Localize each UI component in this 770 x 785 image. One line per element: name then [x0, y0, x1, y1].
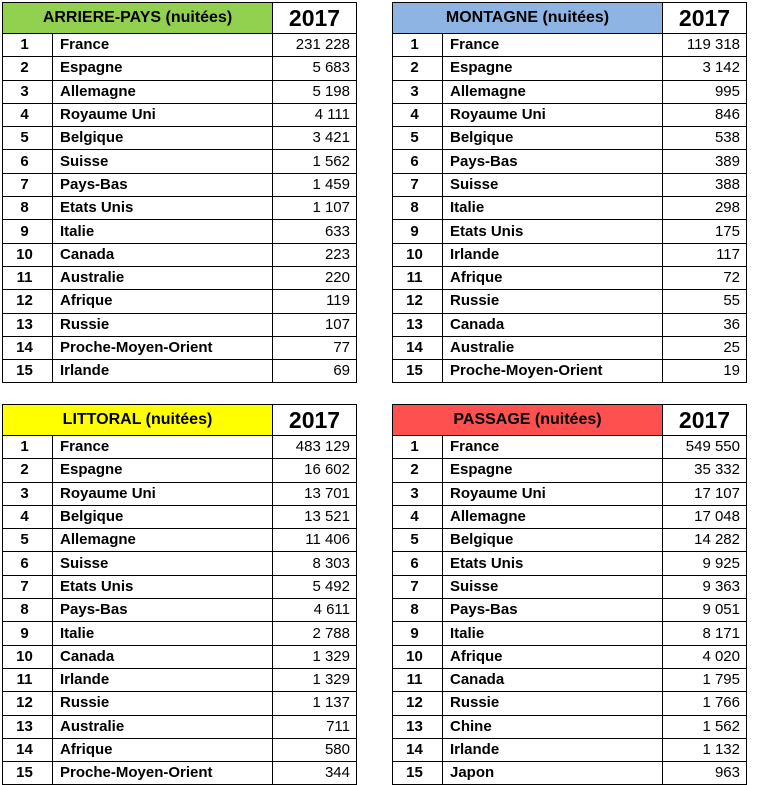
table-row: [393, 645, 747, 668]
value-cell: 9 051: [663, 599, 747, 622]
rank-cell: 9: [393, 622, 443, 645]
rank-cell: 11: [3, 266, 53, 289]
country-cell: Suisse: [443, 173, 663, 196]
value-cell: 298: [663, 197, 747, 220]
country-cell: Suisse: [53, 552, 273, 575]
country-cell: Belgique: [443, 529, 663, 552]
rank-cell: 8: [393, 599, 443, 622]
country-cell: Irlande: [443, 738, 663, 761]
table-row: [393, 266, 747, 289]
rank-cell: 7: [3, 173, 53, 196]
value-cell: 1 329: [273, 645, 357, 668]
value-cell: 995: [663, 80, 747, 103]
value-cell: 14 282: [663, 529, 747, 552]
table-row: [3, 599, 357, 622]
table-row: [3, 552, 357, 575]
value-cell: 16 602: [273, 459, 357, 482]
table-row: [3, 34, 357, 57]
table-body: [393, 405, 747, 785]
country-cell: France: [443, 436, 663, 459]
rank-cell: 10: [393, 645, 443, 668]
country-cell: Russie: [443, 290, 663, 313]
rank-cell: 5: [393, 127, 443, 150]
rank-cell: 13: [3, 313, 53, 336]
year-header: 2017: [273, 405, 357, 436]
table-row: [3, 360, 357, 383]
table-row: [3, 313, 357, 336]
table-row: [393, 336, 747, 359]
value-cell: 633: [273, 220, 357, 243]
country-cell: Royaume Uni: [443, 103, 663, 126]
value-cell: 17 048: [663, 505, 747, 528]
rank-cell: 10: [393, 243, 443, 266]
value-cell: 223: [273, 243, 357, 266]
table-row: [393, 243, 747, 266]
value-cell: 1 562: [663, 715, 747, 738]
table-row: [393, 459, 747, 482]
rank-cell: 6: [393, 552, 443, 575]
table-row: [393, 738, 747, 761]
table-row: [393, 575, 747, 598]
country-cell: Royaume Uni: [53, 103, 273, 126]
rank-cell: 7: [393, 173, 443, 196]
value-cell: 344: [273, 762, 357, 785]
table-row: [393, 436, 747, 459]
table-row: [393, 529, 747, 552]
table-row: [3, 197, 357, 220]
country-cell: Proche-Moyen-Orient: [53, 336, 273, 359]
country-cell: Afrique: [53, 738, 273, 761]
table-row: [3, 173, 357, 196]
table-row: [3, 243, 357, 266]
rank-cell: 8: [3, 599, 53, 622]
country-cell: Allemagne: [53, 80, 273, 103]
table-row: [3, 103, 357, 126]
country-cell: Royaume Uni: [53, 482, 273, 505]
country-cell: Allemagne: [443, 505, 663, 528]
table-row: [3, 436, 357, 459]
value-cell: 117: [663, 243, 747, 266]
value-cell: 4 020: [663, 645, 747, 668]
rank-cell: 14: [3, 738, 53, 761]
table-body: [393, 3, 747, 383]
value-cell: 388: [663, 173, 747, 196]
value-cell: 711: [273, 715, 357, 738]
table-row: [393, 622, 747, 645]
rank-cell: 9: [393, 220, 443, 243]
country-cell: Italie: [53, 220, 273, 243]
value-cell: 13 521: [273, 505, 357, 528]
table-row: [393, 150, 747, 173]
rank-cell: 2: [3, 57, 53, 80]
table-row: [3, 336, 357, 359]
table-row: [393, 80, 747, 103]
country-cell: Belgique: [53, 127, 273, 150]
rank-cell: 3: [393, 80, 443, 103]
rank-cell: 6: [3, 150, 53, 173]
value-cell: 549 550: [663, 436, 747, 459]
value-cell: 1 137: [273, 692, 357, 715]
rank-cell: 5: [3, 127, 53, 150]
rank-cell: 1: [393, 34, 443, 57]
rank-cell: 8: [3, 197, 53, 220]
value-cell: 55: [663, 290, 747, 313]
table-row: [3, 692, 357, 715]
country-cell: Espagne: [443, 57, 663, 80]
country-cell: Pays-Bas: [53, 173, 273, 196]
value-cell: 1 329: [273, 668, 357, 691]
country-cell: Pays-Bas: [53, 599, 273, 622]
country-cell: Irlande: [53, 360, 273, 383]
rank-cell: 3: [3, 482, 53, 505]
rank-cell: 4: [393, 505, 443, 528]
country-cell: Proche-Moyen-Orient: [53, 762, 273, 785]
rank-cell: 11: [3, 668, 53, 691]
value-cell: 69: [273, 360, 357, 383]
country-cell: Espagne: [53, 57, 273, 80]
table-row: [393, 482, 747, 505]
country-cell: Allemagne: [443, 80, 663, 103]
table-row: [393, 505, 747, 528]
rank-cell: 7: [3, 575, 53, 598]
country-cell: Italie: [53, 622, 273, 645]
table-row: [393, 220, 747, 243]
value-cell: 538: [663, 127, 747, 150]
value-cell: 8 303: [273, 552, 357, 575]
country-cell: Russie: [443, 692, 663, 715]
country-cell: Pays-Bas: [443, 150, 663, 173]
rank-cell: 14: [393, 738, 443, 761]
value-cell: 846: [663, 103, 747, 126]
country-cell: Etats Unis: [443, 220, 663, 243]
value-cell: 231 228: [273, 34, 357, 57]
rank-cell: 12: [3, 692, 53, 715]
table-title: ARRIERE-PAYS (nuitées): [3, 3, 273, 34]
value-cell: 25: [663, 336, 747, 359]
country-cell: Irlande: [53, 668, 273, 691]
rank-cell: 13: [393, 313, 443, 336]
rank-cell: 11: [393, 668, 443, 691]
country-cell: France: [53, 436, 273, 459]
country-cell: Suisse: [443, 575, 663, 598]
value-cell: 35 332: [663, 459, 747, 482]
rank-cell: 1: [3, 34, 53, 57]
table-title: LITTORAL (nuitées): [3, 405, 273, 436]
rank-cell: 15: [393, 762, 443, 785]
table-header-row: [393, 3, 747, 34]
table-row: [3, 266, 357, 289]
rank-cell: 4: [393, 103, 443, 126]
country-cell: France: [53, 34, 273, 57]
value-cell: 4 111: [273, 103, 357, 126]
value-cell: 2 788: [273, 622, 357, 645]
table-row: [3, 290, 357, 313]
value-cell: 8 171: [663, 622, 747, 645]
value-cell: 77: [273, 336, 357, 359]
table-header-row: [3, 3, 357, 34]
country-cell: Canada: [443, 668, 663, 691]
table-row: [3, 668, 357, 691]
value-cell: 963: [663, 762, 747, 785]
table-title: MONTAGNE (nuitées): [393, 3, 663, 34]
country-cell: Royaume Uni: [443, 482, 663, 505]
table-row: [3, 529, 357, 552]
table-arriere-pays: [2, 2, 357, 383]
rank-cell: 4: [3, 505, 53, 528]
country-cell: Chine: [443, 715, 663, 738]
value-cell: 175: [663, 220, 747, 243]
country-cell: Suisse: [53, 150, 273, 173]
rank-cell: 12: [393, 290, 443, 313]
rank-cell: 15: [3, 360, 53, 383]
rank-cell: 11: [393, 266, 443, 289]
country-cell: Irlande: [443, 243, 663, 266]
value-cell: 220: [273, 266, 357, 289]
table-body: [3, 3, 357, 383]
rank-cell: 3: [3, 80, 53, 103]
value-cell: 9 363: [663, 575, 747, 598]
country-cell: Canada: [53, 243, 273, 266]
table-row: [393, 57, 747, 80]
table-row: [393, 127, 747, 150]
rank-cell: 14: [393, 336, 443, 359]
rank-cell: 2: [3, 459, 53, 482]
value-cell: 1 132: [663, 738, 747, 761]
table-row: [393, 599, 747, 622]
country-cell: Russie: [53, 692, 273, 715]
country-cell: Australie: [443, 336, 663, 359]
value-cell: 389: [663, 150, 747, 173]
value-cell: 119 318: [663, 34, 747, 57]
table-passage: [392, 404, 747, 785]
table-title: PASSAGE (nuitées): [393, 405, 663, 436]
rank-cell: 7: [393, 575, 443, 598]
value-cell: 9 925: [663, 552, 747, 575]
rank-cell: 1: [3, 436, 53, 459]
table-row: [3, 575, 357, 598]
table-row: [3, 762, 357, 785]
value-cell: 3 421: [273, 127, 357, 150]
rank-cell: 8: [393, 197, 443, 220]
table-body: [3, 405, 357, 785]
year-header: 2017: [273, 3, 357, 34]
rank-cell: 4: [3, 103, 53, 126]
rank-cell: 15: [393, 360, 443, 383]
value-cell: 1 562: [273, 150, 357, 173]
value-cell: 13 701: [273, 482, 357, 505]
country-cell: Etats Unis: [443, 552, 663, 575]
table-row: [3, 482, 357, 505]
country-cell: Etats Unis: [53, 197, 273, 220]
value-cell: 483 129: [273, 436, 357, 459]
country-cell: Italie: [443, 197, 663, 220]
year-header: 2017: [663, 3, 747, 34]
country-cell: Italie: [443, 622, 663, 645]
country-cell: Japon: [443, 762, 663, 785]
table-row: [3, 459, 357, 482]
table-row: [393, 103, 747, 126]
table-row: [393, 34, 747, 57]
table-header-row: [3, 405, 357, 436]
country-cell: Russie: [53, 313, 273, 336]
year-header: 2017: [663, 405, 747, 436]
country-cell: Australie: [53, 266, 273, 289]
table-row: [3, 220, 357, 243]
country-cell: Belgique: [53, 505, 273, 528]
rank-cell: 2: [393, 57, 443, 80]
table-row: [393, 552, 747, 575]
table-row: [393, 290, 747, 313]
value-cell: 580: [273, 738, 357, 761]
table-row: [3, 150, 357, 173]
country-cell: Australie: [53, 715, 273, 738]
rank-cell: 12: [3, 290, 53, 313]
value-cell: 72: [663, 266, 747, 289]
table-row: [3, 645, 357, 668]
rank-cell: 5: [393, 529, 443, 552]
table-row: [393, 715, 747, 738]
value-cell: 4 611: [273, 599, 357, 622]
value-cell: 1 459: [273, 173, 357, 196]
rank-cell: 3: [393, 482, 443, 505]
rank-cell: 13: [3, 715, 53, 738]
country-cell: Belgique: [443, 127, 663, 150]
table-row: [3, 127, 357, 150]
country-cell: Afrique: [443, 266, 663, 289]
table-row: [393, 762, 747, 785]
table-row: [3, 80, 357, 103]
country-cell: Canada: [443, 313, 663, 336]
rank-cell: 13: [393, 715, 443, 738]
country-cell: Afrique: [443, 645, 663, 668]
value-cell: 19: [663, 360, 747, 383]
rank-cell: 9: [3, 220, 53, 243]
value-cell: 1 107: [273, 197, 357, 220]
rank-cell: 15: [3, 762, 53, 785]
value-cell: 36: [663, 313, 747, 336]
rank-cell: 9: [3, 622, 53, 645]
rank-cell: 10: [3, 645, 53, 668]
rank-cell: 14: [3, 336, 53, 359]
value-cell: 3 142: [663, 57, 747, 80]
country-cell: Espagne: [443, 459, 663, 482]
country-cell: Canada: [53, 645, 273, 668]
table-littoral: [2, 404, 357, 785]
value-cell: 1 795: [663, 668, 747, 691]
rank-cell: 12: [393, 692, 443, 715]
value-cell: 107: [273, 313, 357, 336]
rank-cell: 10: [3, 243, 53, 266]
table-row: [3, 57, 357, 80]
table-row: [393, 360, 747, 383]
table-header-row: [393, 405, 747, 436]
country-cell: Pays-Bas: [443, 599, 663, 622]
table-row: [3, 505, 357, 528]
table-row: [3, 715, 357, 738]
table-row: [393, 197, 747, 220]
table-row: [3, 622, 357, 645]
country-cell: Allemagne: [53, 529, 273, 552]
value-cell: 17 107: [663, 482, 747, 505]
table-montagne: [392, 2, 747, 383]
rank-cell: 6: [3, 552, 53, 575]
table-row: [393, 668, 747, 691]
country-cell: Proche-Moyen-Orient: [443, 360, 663, 383]
country-cell: Afrique: [53, 290, 273, 313]
value-cell: 5 683: [273, 57, 357, 80]
table-row: [3, 738, 357, 761]
value-cell: 1 766: [663, 692, 747, 715]
value-cell: 119: [273, 290, 357, 313]
table-row: [393, 173, 747, 196]
rank-cell: 6: [393, 150, 443, 173]
country-cell: Etats Unis: [53, 575, 273, 598]
value-cell: 5 492: [273, 575, 357, 598]
country-cell: France: [443, 34, 663, 57]
rank-cell: 2: [393, 459, 443, 482]
table-row: [393, 692, 747, 715]
rank-cell: 1: [393, 436, 443, 459]
country-cell: Espagne: [53, 459, 273, 482]
value-cell: 11 406: [273, 529, 357, 552]
rank-cell: 5: [3, 529, 53, 552]
value-cell: 5 198: [273, 80, 357, 103]
table-row: [393, 313, 747, 336]
